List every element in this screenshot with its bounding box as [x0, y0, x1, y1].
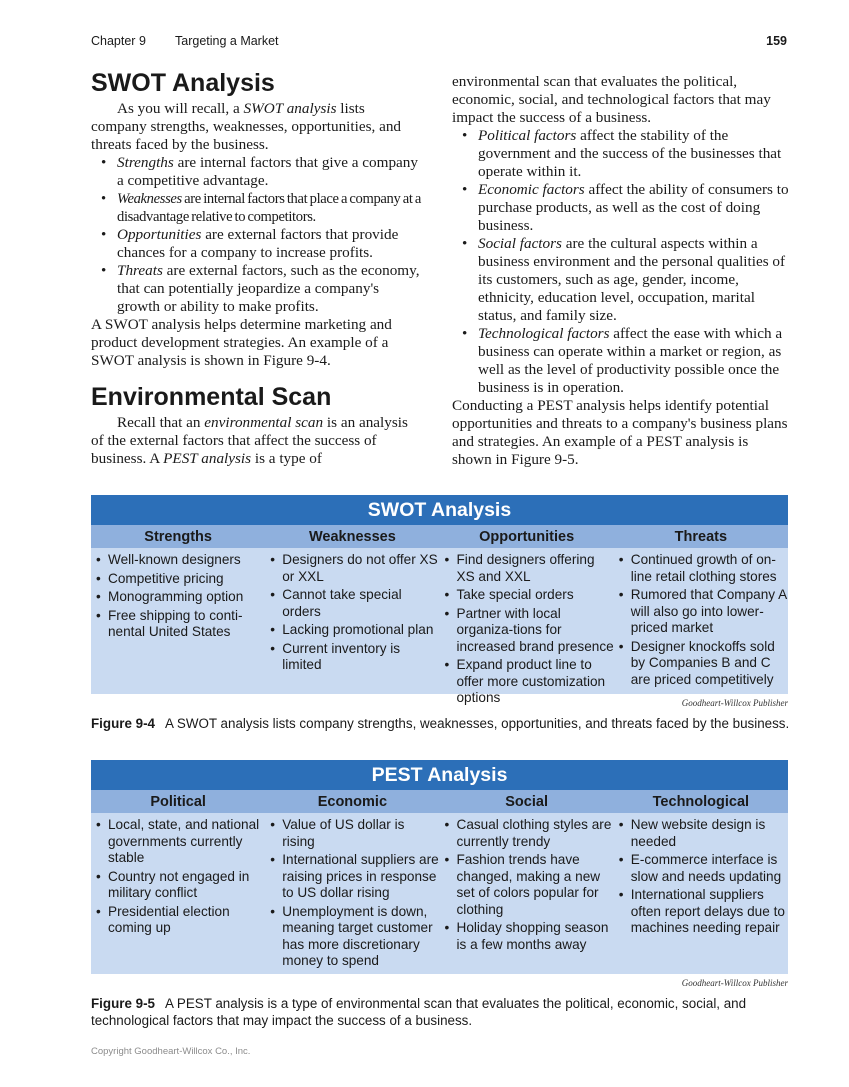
right-column	[452, 73, 790, 469]
column-header: Opportunities	[479, 529, 575, 545]
list-item: • International suppliers often report delays due to machines needing repair	[614, 887, 788, 937]
copyright-notice: Copyright Goodheart-Willcox Co., Inc.	[91, 1046, 251, 1057]
column-header: Technological	[652, 794, 750, 810]
swot-figure-title: SWOT Analysis	[91, 495, 788, 525]
list-item: • Designer knockoffs sold by Companies B and C are priced competitively	[614, 639, 788, 689]
swot-closing: A SWOT analysis helps determine marketing and product development strategies. An example of a SWOT analysis is shown in Figure 9-4.	[91, 316, 392, 369]
opportunities-column	[440, 552, 614, 709]
swot-figure-headers	[91, 525, 788, 548]
list-item: • Continued growth of on-line retail clothing stores	[614, 552, 788, 585]
list-item: • Threats are external factors, such as the economy, that can potentially jeopardize a company's growth or ability to make profits.	[91, 262, 421, 316]
list-item: • Partner with local organiza-tions for increased brand presence	[440, 606, 614, 656]
list-item: • Unemployment is down, meaning target customer has more discretionary money to spend	[265, 904, 439, 970]
chapter-label: Chapter 9	[91, 34, 146, 48]
list-item: • Technological factors affect the ease with which a business can operate within a market or region, as well as the level of productivity possible once the business is in operation.	[452, 325, 790, 397]
list-item: • E-commerce interface is slow and needs updating	[614, 852, 788, 885]
weaknesses-column	[265, 552, 439, 709]
swot-figure-body	[91, 548, 788, 709]
list-item: • Rumored that Company A will also go into lower-priced market	[614, 587, 788, 637]
column-header: Strengths	[144, 529, 212, 545]
column-header: Weaknesses	[308, 529, 396, 545]
list-item: • Cannot take special orders	[265, 587, 439, 620]
list-item: • Strengths are internal factors that give a company a competitive advantage.	[91, 154, 421, 190]
list-item: • International suppliers are raising prices in response to US dollar rising	[265, 852, 439, 902]
chapter-title: Targeting a Market	[175, 34, 279, 48]
list-item: • Monogramming option	[91, 589, 265, 606]
list-item: • Economic factors affect the ability of consumers to purchase products, as well as the cost of doing business.	[452, 181, 790, 235]
env-closing: Conducting a PEST analysis helps identify potential opportunities and threats to a company's business plans and strategies. An example of a PEST analysis is shown in Figure 9-5.	[452, 397, 788, 468]
pest-figure-headers	[91, 790, 788, 813]
strengths-column	[91, 552, 265, 709]
pest-figure	[91, 760, 788, 974]
list-item: • Country not engaged in military conflict	[91, 869, 265, 902]
list-item: • Opportunities are external factors that provide chances for a company to increase profits.	[91, 226, 421, 262]
pest-figure-credit: Goodheart-Willcox Publisher	[681, 978, 788, 988]
column-header: Threats	[674, 529, 728, 545]
economic-column	[265, 817, 439, 972]
list-item: • Weaknesses are internal factors that place a company at a disadvantage relative to competitors.	[91, 190, 421, 226]
column-header: Political	[150, 794, 206, 810]
list-item: • Fashion trends have changed, making a new set of colors popular for clothing	[440, 852, 614, 918]
swot-bullet-list	[91, 154, 421, 316]
threats-column	[614, 552, 788, 709]
env-intro: Recall that an environmental scan is an analysis of the external factors that affect the success of business. A PEST analysis is a type of	[91, 414, 408, 467]
page-number: 159	[766, 34, 787, 48]
list-item: • Political factors affect the stability of the government and the success of the businesses that operate within it.	[452, 127, 790, 181]
environmental-scan-heading: Environmental Scan	[91, 383, 332, 411]
left-column	[91, 68, 421, 468]
swot-figure-credit: Goodheart-Willcox Publisher	[681, 698, 788, 708]
swot-figure-caption: Figure 9-4 A SWOT analysis lists company strengths, weaknesses, opportunities, and threats faced by the business.	[91, 716, 790, 731]
list-item: • Take special orders	[440, 587, 614, 604]
list-item: • Competitive pricing	[91, 571, 265, 588]
pest-figure-caption: Figure 9-5 A PEST analysis is a type of environmental scan that evaluates the political, economic, social, and technological factors that may impact the success of a business.	[91, 996, 747, 1028]
list-item: • Presidential election coming up	[91, 904, 265, 937]
list-item: • Find designers offering XS and XXL	[440, 552, 614, 585]
list-item: • Current inventory is limited	[265, 641, 439, 674]
list-item: • New website design is needed	[614, 817, 788, 850]
list-item: • Casual clothing styles are currently trendy	[440, 817, 614, 850]
list-item: • Expand product line to offer more customization options	[440, 657, 614, 707]
pest-bullet-list	[452, 127, 790, 397]
political-column	[91, 817, 265, 972]
column-header: Economic	[317, 794, 388, 810]
env-intro-continued: environmental scan that evaluates the political, economic, social, and technological factors that may impact the success of a business.	[452, 73, 771, 126]
list-item: • Holiday shopping season is a few months away	[440, 920, 614, 953]
list-item: • Designers do not offer XS or XXL	[265, 552, 439, 585]
list-item: • Value of US dollar is rising	[265, 817, 439, 850]
social-column	[440, 817, 614, 972]
list-item: • Social factors are the cultural aspects within a business environment and the personal qualities of its customers, such as age, gender, income, ethnicity, education level, occupation, marital status, and family size.	[452, 235, 790, 325]
list-item: • Free shipping to conti-nental United States	[91, 608, 265, 641]
list-item: • Local, state, and national governments currently stable	[91, 817, 265, 867]
pest-figure-body	[91, 813, 788, 972]
list-item: • Lacking promotional plan	[265, 622, 439, 639]
swot-intro: As you will recall, a SWOT analysis lists company strengths, weaknesses, opportunities, and threats faced by the business.	[91, 100, 402, 153]
technological-column	[614, 817, 788, 972]
list-item: • Well-known designers	[91, 552, 265, 569]
running-header	[91, 34, 787, 50]
pest-figure-title: PEST Analysis	[91, 760, 788, 790]
swot-heading: SWOT Analysis	[91, 69, 275, 97]
column-header: Social	[505, 794, 548, 810]
